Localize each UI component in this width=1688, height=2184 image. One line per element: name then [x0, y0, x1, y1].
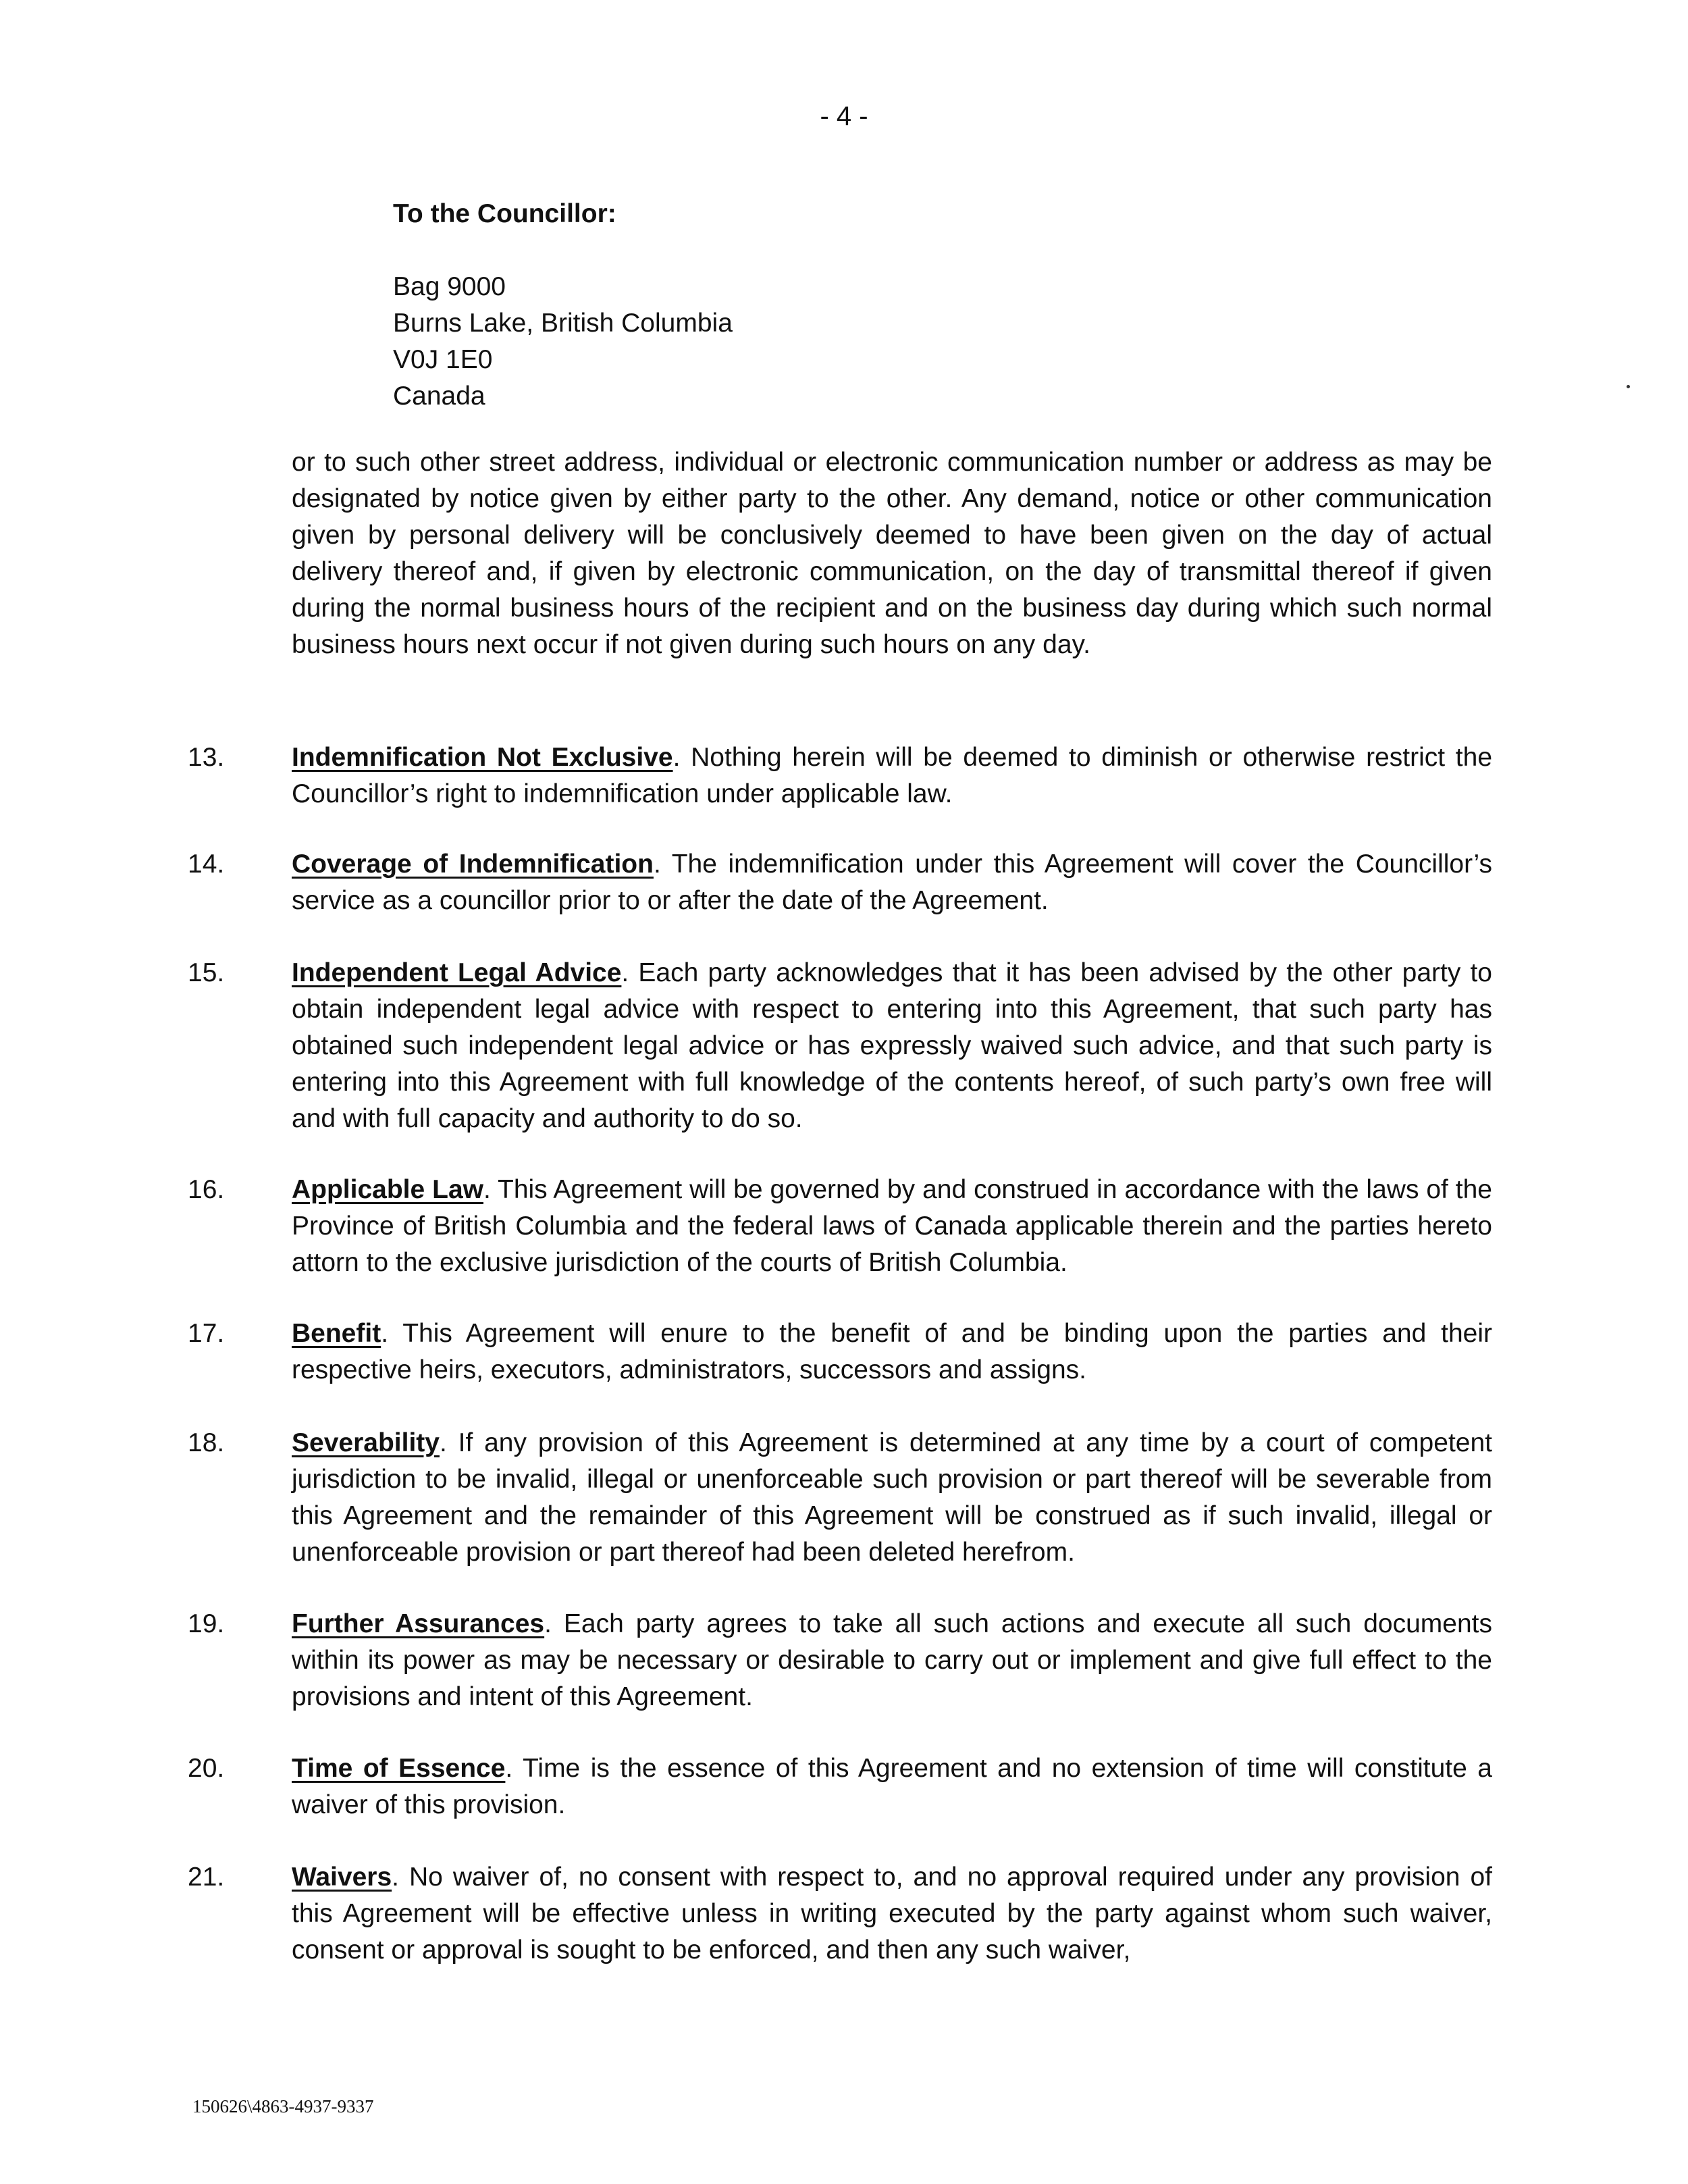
- clause-13-heading: Indemnification Not Exclusive: [292, 743, 673, 772]
- clause-20-heading: Time of Essence: [292, 1754, 506, 1783]
- clause-14-text: . The indemnification under this Agreement will cover the Councillor’s service as a councillor prior to or after the date of the Agreement.: [292, 850, 1493, 915]
- clause-13-text: . Nothing herein will be deemed to diminish or otherwise restrict the Councillor’s right to indemnification under applicable law.: [292, 743, 1493, 808]
- clause-20-number: 20.: [188, 1754, 225, 1783]
- clause-16: [292, 1172, 1492, 1281]
- address-heading: To the Councillor:: [393, 199, 616, 228]
- clause-15: [292, 955, 1492, 1137]
- clause-14-number: 14.: [188, 850, 225, 879]
- clause-21: [292, 1859, 1492, 1969]
- clause-14-heading: Coverage of Indemnification: [292, 850, 654, 879]
- document-reference: 150626\4863-4937-9337: [192, 2096, 374, 2116]
- address-line: Bag 9000: [393, 272, 506, 301]
- clause-21-number: 21.: [188, 1863, 225, 1892]
- clause-18-number: 18.: [188, 1428, 225, 1457]
- page-number: - 4 -: [820, 101, 868, 131]
- clause-19-number: 19.: [188, 1609, 225, 1638]
- clause-18: [292, 1425, 1492, 1571]
- clause-19-heading: Further Assurances: [292, 1609, 545, 1638]
- clause-18-heading: Severability: [292, 1428, 440, 1457]
- clause-15-text: . Each party acknowledges that it has been advised by the other party to obtain independent legal advice with respect to entering into this Agreement, that such party has obtained such independent legal advice or has expressly waived such advice, and that such party is entering into this Agreement with full knowledge of the contents hereof, of such party’s own free will and with full capacity and authority to do so.: [292, 958, 1492, 1133]
- stray-mark: [1627, 385, 1630, 388]
- clause-16-number: 16.: [188, 1175, 225, 1204]
- clause-16-text: . This Agreement will be governed by and construed in accordance with the laws of the Province of British Columbia and the federal laws of Canada applicable therein and the parties hereto attorn to the exclusive jurisdiction of the courts of British Columbia.: [292, 1175, 1492, 1277]
- clause-17-number: 17.: [188, 1319, 225, 1348]
- clause-19: [292, 1606, 1492, 1715]
- intro-paragraph: or to such other street address, individual or electronic communication number or address as may be designated by notice given by either party to the other. Any demand, notice or other communication given by personal delivery will be conclusively deemed to have been given on the day of actual delivery thereof and, if given by electronic communication, on the day of transmittal thereof if given during the normal business hours of the recipient and on the business day during which such normal business hours next occur if not given during such hours on any day.: [292, 448, 1492, 659]
- address-block: [393, 196, 733, 415]
- clause-15-heading: Independent Legal Advice: [292, 958, 622, 987]
- clause-20: [292, 1750, 1492, 1823]
- clause-20-text: . Time is the essence of this Agreement and no extension of time will constitute a waiver of this provision.: [292, 1754, 1492, 1819]
- address-line: Canada: [393, 382, 485, 411]
- clause-13-number: 13.: [188, 743, 225, 772]
- clause-21-heading: Waivers: [292, 1863, 392, 1892]
- clause-18-text: . If any provision of this Agreement is determined at any time by a court of competent jurisdiction to be invalid, illegal or unenforceable such provision or part thereof will be severable from this Agreement and the remainder of this Agreement will be construed as if such invalid, illegal or unenforceable provision or part thereof had been deleted herefrom.: [292, 1428, 1492, 1567]
- clause-14: [292, 846, 1492, 919]
- clause-19-text: . Each party agrees to take all such actions and execute all such documents within its power as may be necessary or desirable to carry out or implement and give full effect to the provisions and intent of this Agreement.: [292, 1609, 1493, 1711]
- address-line: Burns Lake, British Columbia: [393, 309, 733, 338]
- address-line: V0J 1E0: [393, 345, 493, 374]
- clause-15-number: 15.: [188, 958, 225, 987]
- clause-13: [292, 739, 1492, 812]
- clause-17: [292, 1316, 1492, 1388]
- clause-17-text: . This Agreement will enure to the benefit of and be binding upon the parties and their respective heirs, executors, administrators, successors and assigns.: [292, 1319, 1492, 1384]
- clause-21-text: . No waiver of, no consent with respect to, and no approval required under any provision of this Agreement will be effective unless in writing executed by the party against whom such waiver, consent or approval is sought to be enforced, and then any such waiver,: [292, 1863, 1492, 1965]
- clause-16-heading: Applicable Law: [292, 1175, 483, 1204]
- clause-17-heading: Benefit: [292, 1319, 381, 1348]
